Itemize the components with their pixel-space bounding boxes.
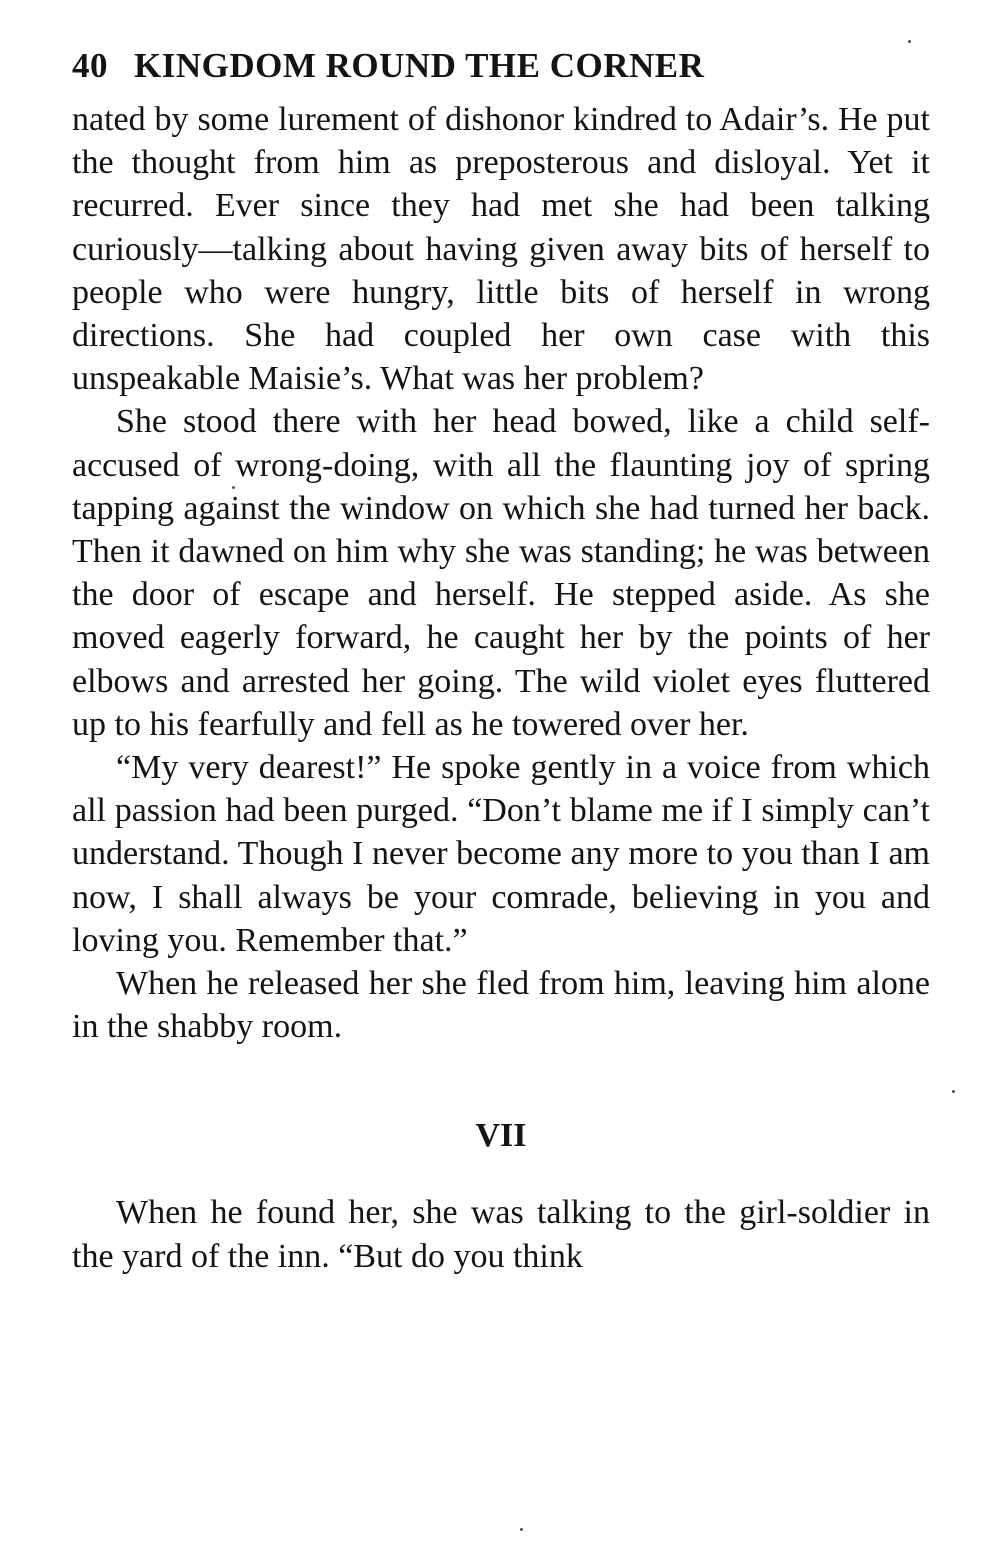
page-number: 40 xyxy=(72,46,108,85)
paragraph: She stood there with her head bowed, like a child self-accused of wrong-doing, with all the flaunting joy of spring tapping against the window on which she had turned her back. Then it dawned on him why she was standing; he was between the door of escape and herself. He stepped aside. As she moved eagerly forward, he caught her by the points of her elbows and arrested her going. The wild violet eyes fluttered up to his fearfully and fell as he towered over her. xyxy=(72,403,930,743)
paragraph: When he released her she fled from him, leaving him alone in the shabby room. xyxy=(72,965,930,1046)
section-heading: VII xyxy=(475,1117,527,1155)
scan-speck xyxy=(908,40,911,43)
book-title: KINGDOM ROUND THE CORNER xyxy=(134,46,705,85)
paragraph: When he found her, she was talking to the girl-soldier in the yard of the inn. “But do you think xyxy=(72,1194,930,1275)
scan-speck xyxy=(232,486,235,489)
paragraph: “My very dearest!” He spoke gently in a voice from which all passion had been purged. “Don’t blame me if I simply can’t understand. Though I never become any more to you than I am now, I shall always be your comrade, believing in you and loving you. Remember that.” xyxy=(72,749,930,959)
running-head xyxy=(72,36,930,96)
body-text xyxy=(72,98,930,1278)
scan-speck xyxy=(520,1528,523,1531)
scan-speck xyxy=(952,1090,955,1093)
book-page xyxy=(72,36,930,1278)
paragraph: nated by some lurement of dishonor kindred to Adair’s. He put the thought from him as preposterous and disloyal. Yet it recurred. Ever since they had met she had been talking curiously—talking about having given away bits of herself to people who were hungry, little bits of herself in wrong directions. She had coupled her own case with this unspeakable Maisie’s. What was her problem? xyxy=(72,101,930,398)
